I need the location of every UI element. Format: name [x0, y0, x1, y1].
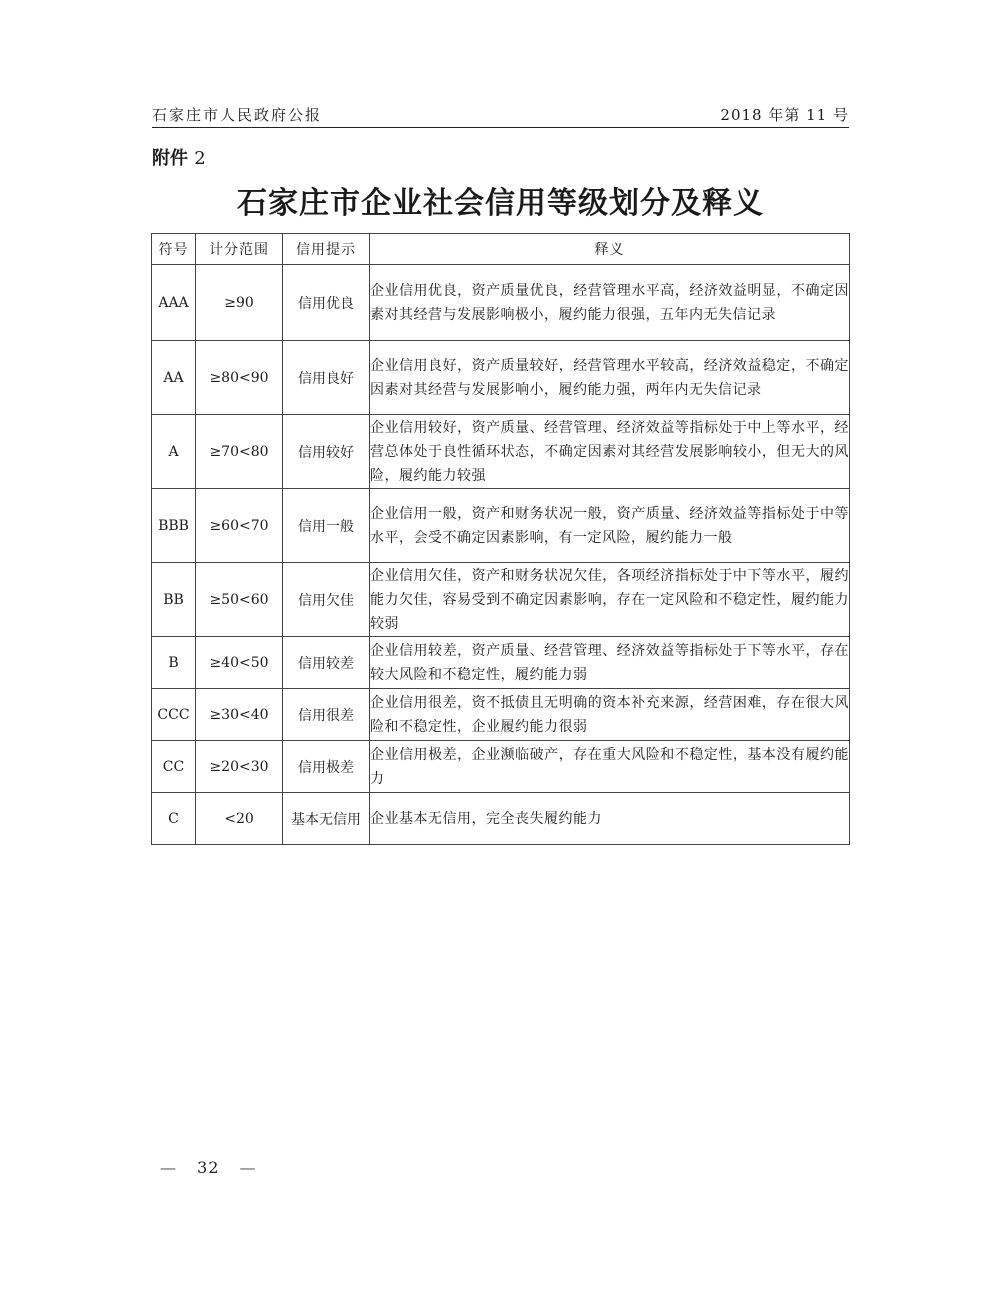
attachment-label: [152, 144, 206, 170]
footer-dash-right: —: [239, 1158, 257, 1177]
table-header-row: [152, 234, 850, 265]
table-row: [152, 265, 850, 341]
grade-meaning: 企业信用良好，资产质量较好，经营管理水平较高，经济效益稳定，不确定因素对其经营与发展影响小，履约能力强，两年内无失信记录: [370, 341, 850, 415]
grade-symbol: AA: [152, 341, 196, 415]
score-range: ≥40<50: [196, 637, 283, 689]
header-symbol: 符号: [152, 234, 196, 265]
score-range: ≥90: [196, 265, 283, 341]
score-range: ≥80<90: [196, 341, 283, 415]
table-row: [152, 689, 850, 741]
table-row: [152, 741, 850, 793]
credit-hint: 信用良好: [283, 341, 370, 415]
score-range: ≥70<80: [196, 415, 283, 489]
score-range: ≥20<30: [196, 741, 283, 793]
grade-symbol: A: [152, 415, 196, 489]
attachment-word: 附件: [152, 148, 188, 169]
credit-hint: 信用较差: [283, 637, 370, 689]
credit-hint: 信用较好: [283, 415, 370, 489]
grade-meaning: 企业信用一般，资产和财务状况一般，资产质量、经济效益等指标处于中等水平，会受不确定因素影响，有一定风险，履约能力一般: [370, 489, 850, 563]
score-range: ≥30<40: [196, 689, 283, 741]
credit-grade-table: [151, 233, 850, 845]
credit-hint: 信用欠佳: [283, 563, 370, 637]
grade-symbol: C: [152, 793, 196, 845]
header-range: 计分范围: [196, 234, 283, 265]
header-rule: [152, 127, 849, 128]
running-header: [152, 104, 849, 126]
score-range: <20: [196, 793, 283, 845]
grade-symbol: CC: [152, 741, 196, 793]
table-row: [152, 793, 850, 845]
grade-meaning: 企业信用较差，资产质量、经营管理、经济效益等指标处于下等水平，存在较大风险和不稳定性，履约能力弱: [370, 637, 850, 689]
table-row: [152, 489, 850, 563]
grade-symbol: AAA: [152, 265, 196, 341]
grade-symbol: B: [152, 637, 196, 689]
header-meaning: 释义: [370, 234, 850, 265]
score-range: ≥60<70: [196, 489, 283, 563]
credit-hint: 信用优良: [283, 265, 370, 341]
grade-symbol: BB: [152, 563, 196, 637]
grade-symbol: CCC: [152, 689, 196, 741]
grade-meaning: 企业信用很差，资不抵债且无明确的资本补充来源，经营困难，存在很大风险和不稳定性，企业履约能力很弱: [370, 689, 850, 741]
table-row: [152, 637, 850, 689]
grade-meaning: 企业信用极差，企业濒临破产，存在重大风险和不稳定性，基本没有履约能力: [370, 741, 850, 793]
attachment-number: 2: [194, 148, 206, 169]
score-range: ≥50<60: [196, 563, 283, 637]
grade-symbol: BBB: [152, 489, 196, 563]
table-row: [152, 415, 850, 489]
table-row: [152, 341, 850, 415]
header-hint: 信用提示: [283, 234, 370, 265]
grade-meaning: 企业信用欠佳，资产和财务状况欠佳，各项经济指标处于中下等水平，履约能力欠佳，容易受到不确定因素影响，存在一定风险和不稳定性，履约能力较弱: [370, 563, 850, 637]
document-title: 石家庄市企业社会信用等级划分及释义: [237, 186, 764, 221]
credit-hint: 信用一般: [283, 489, 370, 563]
grade-meaning: 企业信用较好，资产质量、经营管理、经济效益等指标处于中上等水平，经营总体处于良性循环状态，不确定因素对其经营发展影响较小，但无大的风险，履约能力较强: [370, 415, 850, 489]
footer-dash-left: —: [160, 1158, 177, 1177]
grade-meaning: 企业基本无信用，完全丧失履约能力: [370, 793, 850, 845]
issue-number: 2018 年第 11 号: [720, 106, 849, 124]
credit-hint: 信用极差: [283, 741, 370, 793]
journal-name: 石家庄市人民政府公报: [152, 106, 323, 124]
table-row: [152, 563, 850, 637]
page-number: 32: [197, 1158, 220, 1177]
credit-hint: 信用很差: [283, 689, 370, 741]
page-footer: [160, 1158, 257, 1177]
credit-hint: 基本无信用: [283, 793, 370, 845]
grade-meaning: 企业信用优良，资产质量优良，经营管理水平高，经济效益明显，不确定因素对其经营与发展影响极小，履约能力很强，五年内无失信记录: [370, 265, 850, 341]
